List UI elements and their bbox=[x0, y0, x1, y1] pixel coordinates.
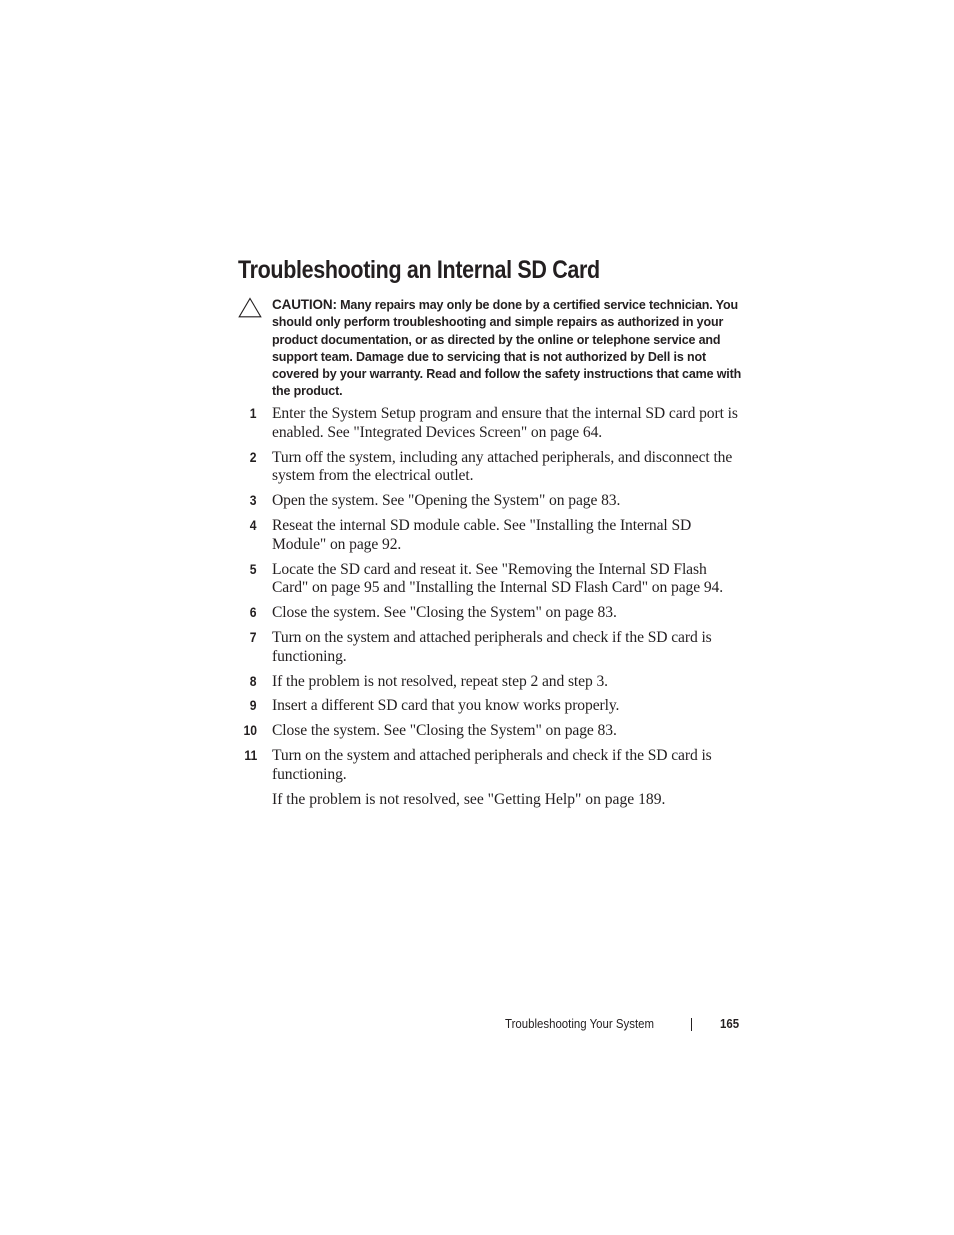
step-text: Open the system. See "Opening the System" on page 83. bbox=[272, 492, 621, 510]
step-text: Insert a different SD card that you know works properly. bbox=[272, 697, 620, 715]
caution-triangle-icon bbox=[238, 297, 262, 318]
step-number: 5 bbox=[250, 561, 257, 577]
step-number: 4 bbox=[250, 517, 257, 533]
footer-divider bbox=[691, 1018, 692, 1031]
final-note: If the problem is not resolved, see "Getting Help" on page 189. bbox=[272, 790, 666, 808]
step-text: Close the system. See "Closing the System" on page 83. bbox=[272, 604, 617, 622]
page-footer bbox=[0, 1016, 954, 1034]
step-number: 2 bbox=[250, 449, 257, 465]
step-item bbox=[0, 673, 954, 692]
step-number: 7 bbox=[250, 629, 257, 645]
step-item bbox=[0, 629, 954, 667]
step-item bbox=[0, 604, 954, 623]
step-item bbox=[0, 517, 954, 555]
caution-label: CAUTION: bbox=[272, 297, 337, 312]
step-text: Turn on the system and attached peripherals and check if the SD card is functioning. bbox=[272, 628, 712, 665]
step-item bbox=[0, 722, 954, 741]
step-text: Enter the System Setup program and ensure that the internal SD card port is enabled. See "Integrated Devices Screen" on page 64. bbox=[272, 405, 738, 441]
step-number: 6 bbox=[250, 605, 257, 621]
step-text: Close the system. See "Closing the System" on page 83. bbox=[272, 722, 617, 740]
caution-text: Many repairs may only be done by a certified service technician. You should only perform troubleshooting and simple repairs as authorized in your product documentation, or as directed by the online or telephone service and support team. Damage due to servicing that is not authorized by Dell is not covered by your warranty. Read and follow the safety instructions that came with the product. bbox=[272, 298, 742, 399]
step-number: 11 bbox=[244, 747, 257, 763]
step-text: Turn on the system and attached peripherals and check if the SD card is functioning. bbox=[272, 746, 712, 783]
page-title: Troubleshooting an Internal SD Card bbox=[238, 256, 600, 284]
step-text: If the problem is not resolved, repeat step 2 and step 3. bbox=[272, 672, 608, 690]
step-number: 1 bbox=[250, 406, 257, 421]
step-item bbox=[0, 747, 954, 785]
step-number: 8 bbox=[250, 673, 257, 689]
step-text: Reseat the internal SD module cable. See "Installing the Internal SD Module" on page 92. bbox=[272, 516, 692, 553]
page-number: 165 bbox=[720, 1016, 740, 1031]
step-number: 9 bbox=[250, 698, 257, 714]
step-number: 3 bbox=[250, 493, 257, 509]
step-text: Locate the SD card and reseat it. See "Removing the Internal SD Flash Card" on page 95 and "Installing the Internal SD Flash Card" on page 94. bbox=[272, 560, 724, 597]
step-item bbox=[0, 449, 954, 487]
footer-section-title: Troubleshooting Your System bbox=[505, 1016, 655, 1031]
caution-notice bbox=[272, 296, 742, 401]
step-item bbox=[0, 561, 954, 599]
step-item bbox=[0, 405, 954, 443]
step-item bbox=[0, 697, 954, 716]
step-text: Turn off the system, including any attached peripherals, and disconnect the system from the electrical outlet. bbox=[272, 448, 733, 485]
step-item bbox=[0, 492, 954, 511]
step-number: 10 bbox=[243, 723, 257, 739]
step-list bbox=[0, 405, 954, 809]
